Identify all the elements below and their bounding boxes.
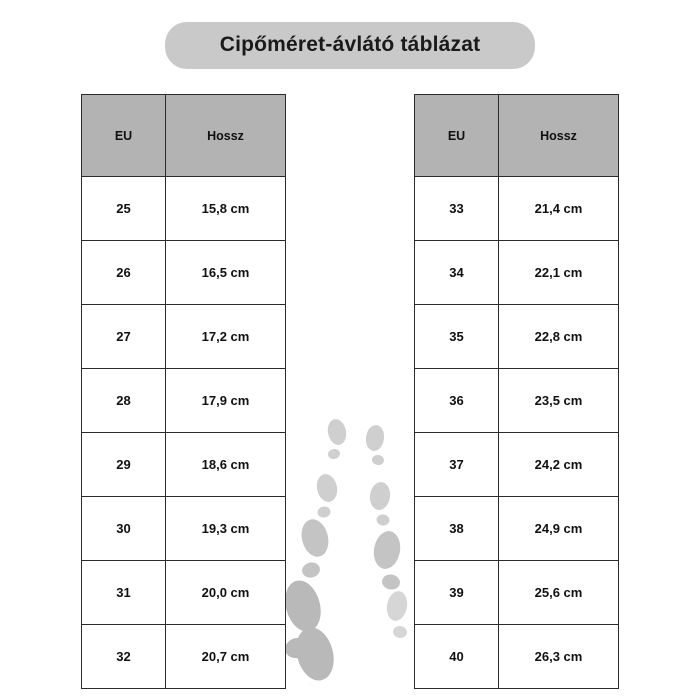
cell-eu: 26: [82, 241, 166, 305]
table-row: [415, 305, 619, 369]
cell-length: 23,5 cm: [499, 369, 619, 433]
column-header-eu: EU: [415, 95, 499, 177]
table-header-row: [82, 95, 286, 177]
cell-eu: 40: [415, 625, 499, 689]
table-row: [82, 369, 286, 433]
cell-eu: 33: [415, 177, 499, 241]
table-row: [415, 241, 619, 305]
cell-eu: 35: [415, 305, 499, 369]
page-title: Cipőméret-ávlátó táblázat: [219, 33, 481, 56]
table-row: [82, 625, 286, 689]
cell-length: 20,0 cm: [166, 561, 286, 625]
table-head-right: [415, 95, 619, 177]
table-body-right: [415, 177, 619, 689]
column-header-length: Hossz: [166, 95, 286, 177]
cell-eu: 30: [82, 497, 166, 561]
cell-length: 21,4 cm: [499, 177, 619, 241]
cell-length: 22,1 cm: [499, 241, 619, 305]
table-row: [415, 561, 619, 625]
table-body-left: [82, 177, 286, 689]
table-head-left: [82, 95, 286, 177]
table-row: [415, 497, 619, 561]
table-row: [82, 241, 286, 305]
cell-length: 24,2 cm: [499, 433, 619, 497]
cell-eu: 28: [82, 369, 166, 433]
table-row: [415, 369, 619, 433]
cell-length: 24,9 cm: [499, 497, 619, 561]
cell-eu: 32: [82, 625, 166, 689]
cell-eu: 36: [415, 369, 499, 433]
cell-length: 15,8 cm: [166, 177, 286, 241]
table-row: [82, 177, 286, 241]
table-row: [415, 625, 619, 689]
cell-length: 19,3 cm: [166, 497, 286, 561]
cell-eu: 37: [415, 433, 499, 497]
title-container: [0, 22, 700, 69]
table-row: [82, 305, 286, 369]
cell-length: 17,9 cm: [166, 369, 286, 433]
cell-length: 25,6 cm: [499, 561, 619, 625]
column-header-eu: EU: [82, 95, 166, 177]
cell-length: 17,2 cm: [166, 305, 286, 369]
cell-eu: 29: [82, 433, 166, 497]
cell-eu: 25: [82, 177, 166, 241]
cell-eu: 38: [415, 497, 499, 561]
cell-eu: 39: [415, 561, 499, 625]
cell-length: 22,8 cm: [499, 305, 619, 369]
column-header-length: Hossz: [499, 95, 619, 177]
cell-length: 20,7 cm: [166, 625, 286, 689]
table-row: [82, 561, 286, 625]
cell-eu: 31: [82, 561, 166, 625]
cell-eu: 34: [415, 241, 499, 305]
cell-eu: 27: [82, 305, 166, 369]
size-table-right: [414, 94, 619, 689]
cell-length: 16,5 cm: [166, 241, 286, 305]
size-table-left: [81, 94, 286, 689]
tables-container: [0, 94, 700, 689]
table-row: [82, 497, 286, 561]
cell-length: 26,3 cm: [499, 625, 619, 689]
table-row: [415, 433, 619, 497]
table-row: [415, 177, 619, 241]
table-row: [82, 433, 286, 497]
table-header-row: [415, 95, 619, 177]
title-pill: [165, 22, 535, 69]
cell-length: 18,6 cm: [166, 433, 286, 497]
